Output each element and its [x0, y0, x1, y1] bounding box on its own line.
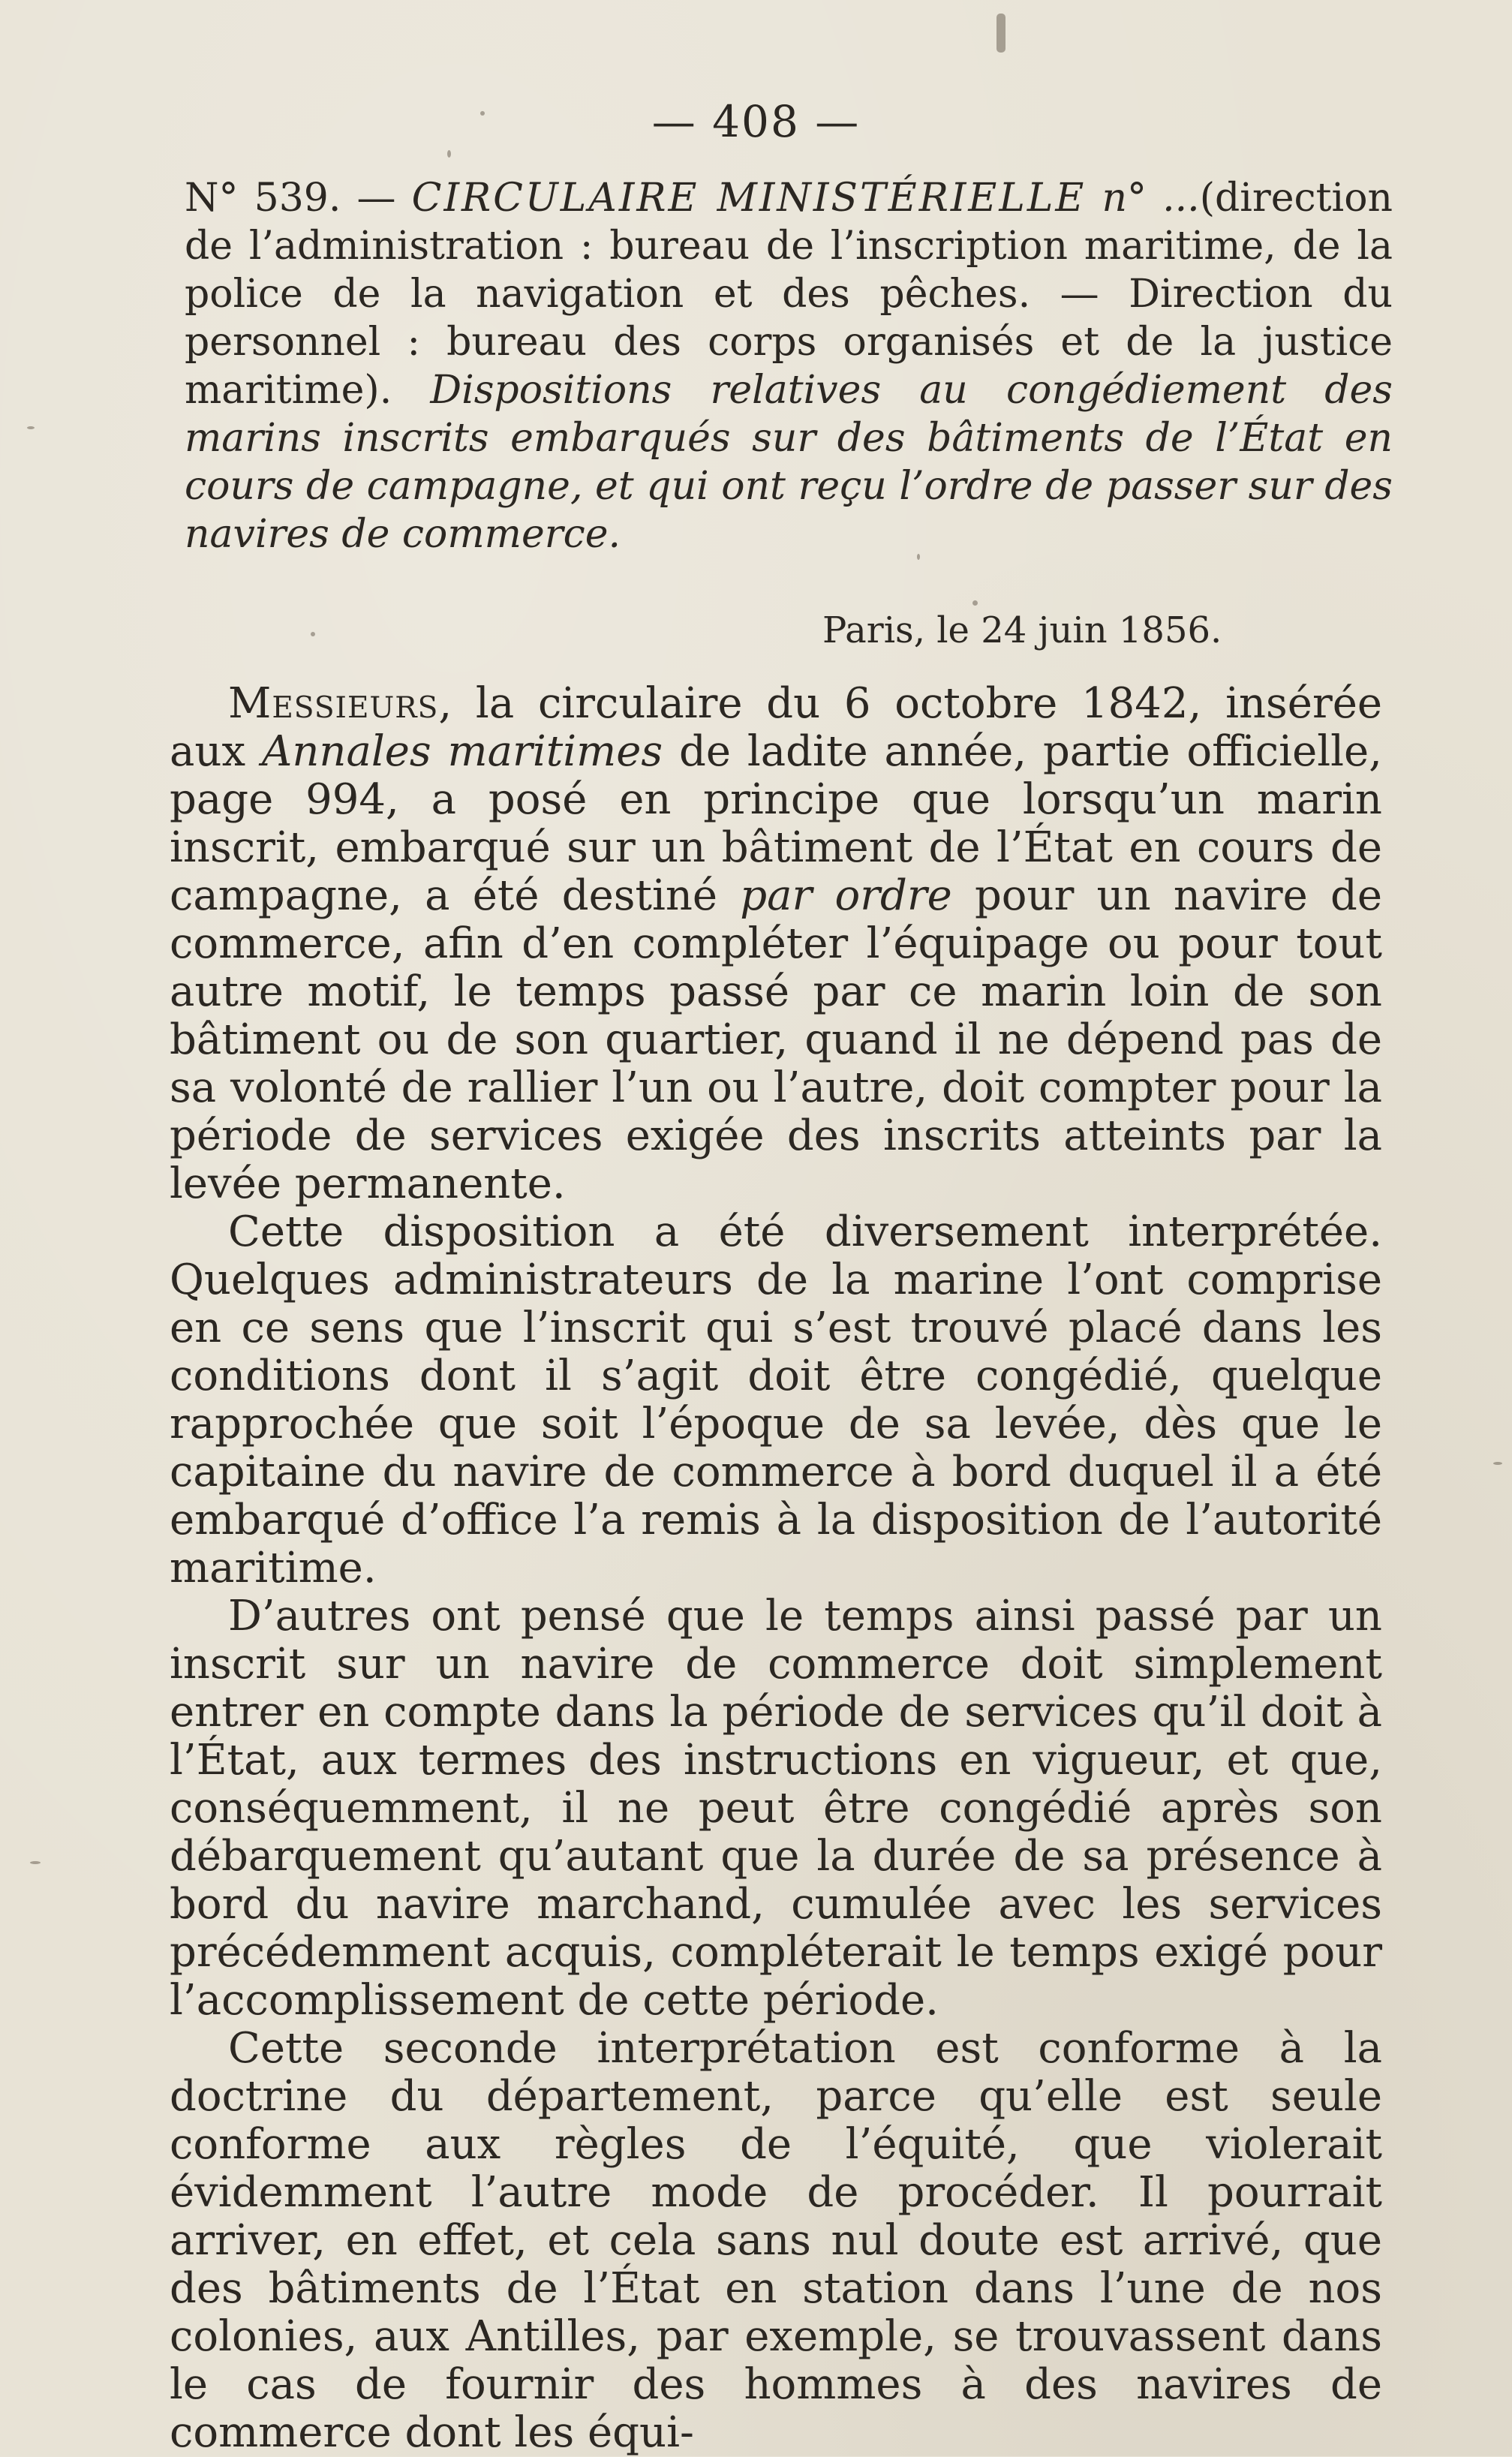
circular-heading: [185, 174, 1393, 558]
emphasis-par-ordre: par ordre: [740, 871, 952, 920]
heading-dash: —: [356, 176, 396, 221]
paragraph-1-text-a: , la circulaire du 6 octobre 1842, insérée aux: [170, 679, 1382, 776]
body-paragraph-3: D’autres ont pensé que le temps ainsi passé par un inscrit sur un navire de commerce doit simplement entrer en compte dans la période de services qu’il doit à l’État, aux termes des instructions en vigueur, et que, conséquemment, il ne peut être congédié après son débarquement qu’autant que la durée de sa présence à bord du navire marchand, cumulée avec les services précédemment acquis, compléterait le temps exigé pour l’accomplissement de cette période.: [170, 1592, 1382, 2025]
paragraph-1-text-b: de ladite année, partie officielle, page 994, a posé en principe que lorsqu’un marin inscrit, embarqué sur un bâtiment de l’État en cours de campagne, a été destiné: [170, 727, 1382, 920]
body-paragraph-1: [170, 680, 1382, 1208]
dateline: Paris, le 24 juin 1856.: [822, 609, 1222, 651]
body-paragraph-4: Cette seconde interprétation est conforme à la doctrine du département, parce qu’elle est seule conforme aux règles de l’équité, que violerait évidemment l’autre mode de procéder. Il pourrait arriver, en effet, et cela sans nul doute est arrivé, que des bâtiments de l’État en station dans l’une de nos colonies, aux Antilles, par exemple, se trouvassent dans le cas de fournir des hommes à des navires de commerce dont les équi-: [170, 2024, 1382, 2457]
journal-title: Annales maritimes: [261, 727, 663, 776]
circular-issuers: (direction de l’administration : bureau de l’inscription maritime, de la police de la navigation et des pêches. — Direction du personnel : bureau des corps organisés et de la justice maritime).: [185, 176, 1393, 413]
circular-subject: Dispositions relatives au congédiement des marins inscrits embarqués sur des bâtiments de l’État en cours de campagne, et qui ont reçu l’ordre de passer sur des navires de commerce.: [185, 368, 1393, 557]
circular-title: CIRCULAIRE MINISTÉRIELLE: [411, 176, 1087, 221]
circular-number: N° 539.: [185, 176, 341, 221]
paragraph-1-text-c: pour un navire de commerce, afin d’en compléter l’équipage ou pour tout autre motif, le temps passé par ce marin loin de son bâtiment ou de son quartier, quand il ne dépend pas de sa volonté de rallier l’un ou l’autre, doit compter pour la période de services exigée des inscrits atteints par la levée permanente.: [170, 871, 1383, 1208]
page-number: — 408 —: [651, 96, 861, 147]
salutation: Messieurs: [228, 679, 439, 728]
body-paragraph-2: Cette disposition a été diversement interprétée. Quelques administrateurs de la marine l’ont comprise en ce sens que l’inscrit qui s’est trouvé placé dans les conditions dont il s’agit doit être congédié, quelque rapprochée que soit l’époque de sa levée, dès que le capitaine du navire de commerce à bord duquel il a été embarqué d’office l’a remis à la disposition de l’autorité maritime.: [170, 1207, 1382, 1592]
circular-body: [170, 680, 1382, 2457]
circular-title-suffix: n° ...: [1102, 176, 1200, 221]
